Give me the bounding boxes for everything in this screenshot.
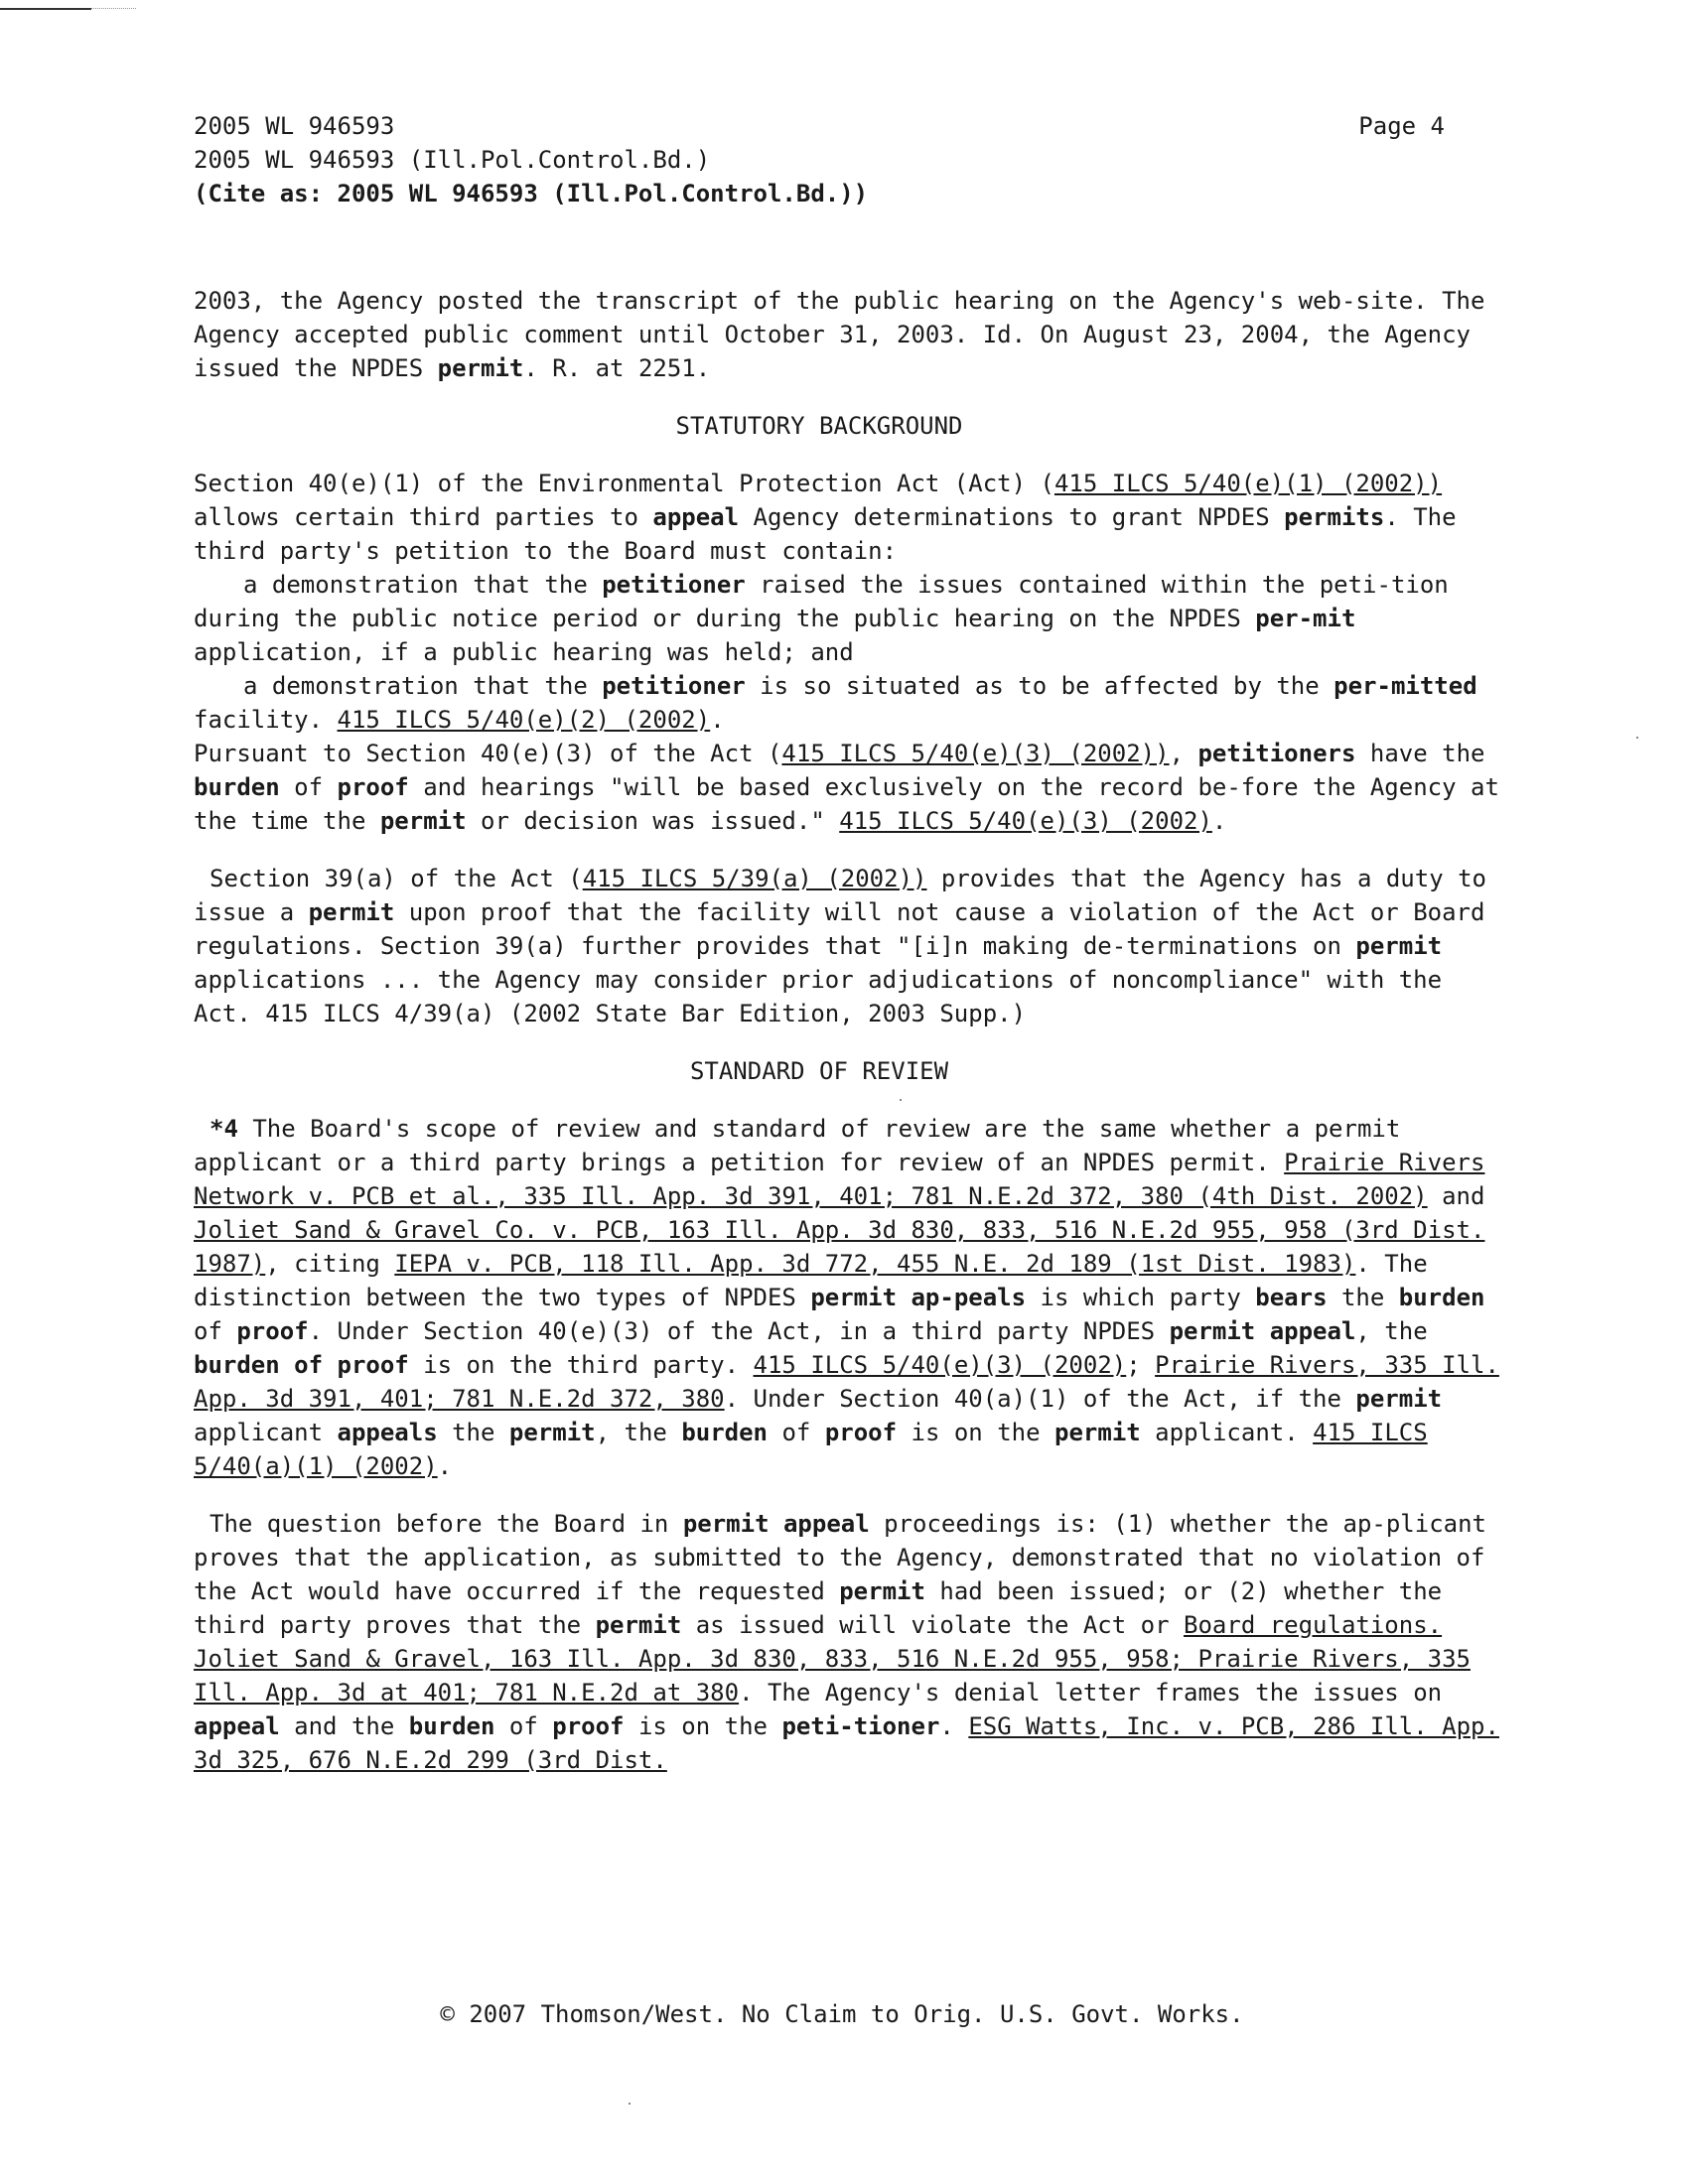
text-run: Pursuant to Section 40(e)(3) of the Act ( xyxy=(194,740,782,767)
search-term: burden xyxy=(681,1419,769,1446)
statutory-paragraph-2 xyxy=(194,737,1504,838)
text-run: . The third party's petition to the Board must contain: xyxy=(194,503,1457,565)
text-run: facility. xyxy=(194,706,338,734)
text-run: allows certain third parties to xyxy=(194,503,653,531)
text-run: or decision was issued." xyxy=(466,807,840,835)
citation-link[interactable]: 415 ILCS 5/40(e)(3) (2002)) xyxy=(781,740,1170,767)
text-run: 2003, the Agency posted the transcript of the public hearing on the Agency's web-site. The Agency accepted public comment until October 31, 2003. Id. On August 23, 2004, the Agency issued the NPDES xyxy=(194,287,1485,382)
search-term: permit xyxy=(595,1611,682,1639)
text-run: , the xyxy=(595,1419,682,1446)
text-run: ; xyxy=(1126,1351,1156,1379)
search-term: permit xyxy=(308,898,395,926)
citation-link[interactable]: 415 ILCS 5/40(e)(1) (2002)) xyxy=(1053,470,1443,497)
citation-link[interactable]: 415 ILCS 5/40(e)(3) (2002) xyxy=(753,1351,1127,1379)
text-run: . xyxy=(1211,807,1227,835)
text-run: . The Agency's denial letter frames the issues on xyxy=(739,1679,1443,1706)
search-term: permit xyxy=(1054,1419,1141,1446)
citation-link[interactable]: IEPA v. PCB, 118 Ill. App. 3d 772, 455 N.E. 2d 189 (1st Dist. 1983) xyxy=(394,1250,1356,1278)
search-term: burden xyxy=(1398,1284,1485,1311)
text-run: a demonstration that the xyxy=(243,672,603,700)
search-term: permit xyxy=(508,1419,596,1446)
text-run: of xyxy=(194,1317,237,1345)
text-run: of xyxy=(494,1712,553,1740)
search-term: appeal xyxy=(194,1712,280,1740)
statutory-paragraph-3 xyxy=(194,862,1504,1030)
text-run: of xyxy=(279,773,338,801)
search-term: proof xyxy=(824,1419,898,1446)
search-term: permit ap-peals xyxy=(810,1284,1027,1311)
citation-link[interactable]: ESG Watts, Inc. v. PCB, 286 Ill. App. 3d 325, 676 N.E.2d 299 (3rd Dist. xyxy=(194,1712,1499,1774)
text-run: , xyxy=(1169,740,1198,767)
search-term: permit xyxy=(1355,932,1443,960)
text-run: Section 39(a) of the Act ( xyxy=(210,865,583,892)
text-run: is so situated as to be affected by the xyxy=(745,672,1334,700)
search-term: burden xyxy=(408,1712,495,1740)
scan-speck xyxy=(900,1099,902,1101)
text-run: applicant. xyxy=(1140,1419,1314,1446)
review-paragraph-1 xyxy=(194,1112,1504,1483)
text-run: is which party xyxy=(1026,1284,1256,1311)
text-run: The question before the Board in xyxy=(210,1510,683,1538)
text-run: , citing xyxy=(265,1250,395,1278)
search-term: appeals xyxy=(337,1419,438,1446)
text-run: . xyxy=(710,706,725,734)
search-term: permit xyxy=(379,807,467,835)
scan-speck xyxy=(629,2103,631,2105)
statutory-block xyxy=(194,467,1504,838)
text-run: and hearings "will be based exclusively on the record be-fore the Agency at the time the xyxy=(194,773,1499,835)
citation-link[interactable]: 415 ILCS 5/40(a)(1) (2002) xyxy=(194,1419,1428,1480)
search-term: burden xyxy=(194,773,280,801)
search-term: permit appeal xyxy=(1169,1317,1356,1345)
copyright-footer: © 2007 Thomson/West. No Claim to Orig. U.S. Govt. Works. xyxy=(440,2000,1244,2028)
text-run: . xyxy=(437,1452,453,1480)
text-run: a demonstration that the xyxy=(243,571,603,599)
text-run: have the xyxy=(1355,740,1485,767)
citation-link[interactable]: Prairie Rivers Network v. PCB et al., 335 Ill. App. 3d 391, 401; 781 N.E.2d 372, 380 (4th Dist. 2002) xyxy=(194,1149,1485,1210)
search-term: permits xyxy=(1284,503,1385,531)
scan-edge-rule xyxy=(0,8,91,10)
citation-line-2: 2005 WL 946593 (Ill.Pol.Control.Bd.) xyxy=(194,146,711,174)
scan-speck xyxy=(1636,737,1638,739)
search-term: proof xyxy=(236,1317,309,1345)
text-run: . Under Section 40(a)(1) of the Act, if the xyxy=(724,1385,1356,1413)
citation-link[interactable]: 415 ILCS 5/40(e)(3) (2002) xyxy=(839,807,1212,835)
search-term: permit xyxy=(437,354,524,382)
scan-edge-dots xyxy=(91,8,136,9)
search-term: permit xyxy=(839,1577,925,1605)
statutory-background-heading: STATUTORY BACKGROUND xyxy=(675,412,963,440)
text-run: . R. at 2251. xyxy=(523,354,711,382)
text-run: is on the xyxy=(897,1419,1055,1446)
page-number: Page 4 xyxy=(1358,112,1445,140)
text-run: the xyxy=(437,1419,509,1446)
search-term: petitioners xyxy=(1197,740,1356,767)
citation-link[interactable]: 415 ILCS 5/39(a) (2002)) xyxy=(582,865,927,892)
statutory-quote-2 xyxy=(194,669,1504,737)
text-run: of xyxy=(768,1419,825,1446)
text-run: . xyxy=(939,1712,969,1740)
text-run: application, if a public hearing was held; and xyxy=(194,638,854,666)
review-paragraph-2 xyxy=(194,1507,1504,1777)
text-run: had been issued; or (2) whether the third party proves that the xyxy=(194,1577,1443,1639)
search-term: petitioner xyxy=(602,672,746,700)
text-run: applications ... the Agency may consider prior adjudications of noncompliance" with the Act. 415 ILCS 4/39(a) (2002 State Bar Edition, 2003 Supp.) xyxy=(194,966,1443,1027)
text-run: applicant xyxy=(194,1419,338,1446)
citation-link[interactable]: Joliet Sand & Gravel Co. v. PCB, 163 Ill. App. 3d 830, 833, 516 N.E.2d 955, 958 (3rd Dist. 1987) xyxy=(194,1216,1485,1278)
text-run: and the xyxy=(279,1712,409,1740)
search-term: proof xyxy=(337,773,409,801)
intro-paragraph xyxy=(194,284,1504,385)
text-run: upon proof that the facility will not cause a violation of the Act or Board regulations. Section 39(a) further provides that "[i]n making de-terminations on xyxy=(194,898,1485,960)
citation-line-1: 2005 WL 946593 xyxy=(194,112,395,140)
text-run: provides that the Agency has a duty to issue a xyxy=(194,865,1486,926)
text-run: . The distinction between the two types of NPDES xyxy=(194,1250,1428,1311)
search-term: permit xyxy=(1355,1385,1443,1413)
text-run: Agency determinations to grant NPDES xyxy=(739,503,1285,531)
search-term: bears xyxy=(1255,1284,1328,1311)
statutory-paragraph-1 xyxy=(194,467,1504,568)
text-run: proceedings is: (1) whether the ap-plicant proves that the application, as submitted to the Agency, demonstrated that no violation of the Act would have occurred if the requested xyxy=(194,1510,1486,1605)
text-run: , the xyxy=(1355,1317,1428,1345)
text-run: Section 40(e)(1) of the Environmental Protection Act (Act) ( xyxy=(194,470,1054,497)
search-term: per-mitted xyxy=(1333,672,1477,700)
search-term: burden of proof xyxy=(194,1351,409,1379)
document-header xyxy=(194,109,1445,210)
text-run: the xyxy=(1327,1284,1399,1311)
text-run: is on the xyxy=(624,1712,782,1740)
search-term: peti-tioner xyxy=(781,1712,940,1740)
citation-link[interactable]: 415 ILCS 5/40(e)(2) (2002) xyxy=(337,706,711,734)
text-run: . Under Section 40(e)(3) of the Act, in a third party NPDES xyxy=(308,1317,1170,1345)
search-term: proof xyxy=(552,1712,625,1740)
text-run: as issued will violate the Act or xyxy=(681,1611,1185,1639)
search-term: appeal xyxy=(652,503,740,531)
search-term: per-mit xyxy=(1255,605,1356,632)
search-term: petitioner xyxy=(602,571,746,599)
cite-as-line: (Cite as: 2005 WL 946593 (Ill.Pol.Control.Bd.)) xyxy=(194,180,869,207)
citation-link[interactable]: Prairie Rivers, 335 Ill. App. 3d 391, 401; 781 N.E.2d 372, 380 xyxy=(194,1351,1499,1413)
search-term: permit appeal xyxy=(682,1510,870,1538)
text-run: raised the issues contained within the peti-tion during the public notice period or during the public hearing on the NPDES xyxy=(194,571,1449,632)
standard-of-review-heading: STANDARD OF REVIEW xyxy=(689,1057,949,1085)
star-page-marker: *4 xyxy=(210,1115,238,1143)
text-run: and xyxy=(1427,1182,1485,1210)
text-run: The Board's scope of review and standard of review are the same whether a permit applicant or a third party brings a petition for review of an NPDES permit. xyxy=(194,1115,1401,1176)
citation-link[interactable]: Board regulations. Joliet Sand & Gravel, 163 Ill. App. 3d 830, 833, 516 N.E.2d 955, 958; Prairie Rivers, 335 Ill. App. 3d at 401; 781 N.E.2d at 380 xyxy=(194,1611,1471,1706)
statutory-quote-1 xyxy=(194,568,1504,669)
text-run: is on the third party. xyxy=(408,1351,754,1379)
document-body xyxy=(194,284,1504,1801)
